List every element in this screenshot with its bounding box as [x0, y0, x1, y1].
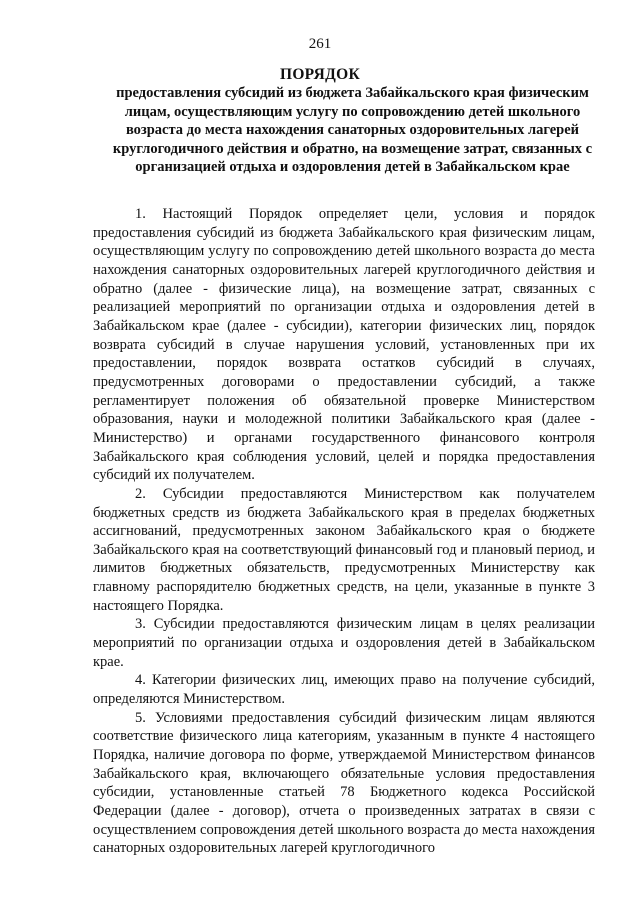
paragraph-4: 4. Категории физических лиц, имеющих право на получение субсидий, определяются Министерством. — [93, 672, 595, 708]
paragraph-2: 2. Субсидии предоставляются Министерством как получателем бюджетных средств из бюджета Забайкальского края в пределах бюджетных ассигнований, предусмотренных законом Забайкальского края о бюджете Забайкальского края на соответствующий финансовый год и плановый период, и лимитов бюджетных обязательств, предусмотренных Министерству как главному распорядителю бюджетных средств, на цели, указанные в пункте 3 настоящего Порядка. — [93, 485, 595, 614]
paragraph-3: 3. Субсидии предоставляются физическим лицам в целях реализации мероприятий по организации отдыха и оздоровления детей в Забайкальском крае. — [93, 616, 595, 670]
document-title: ПОРЯДОК — [279, 66, 361, 83]
document-subtitle: предоставления субсидий из бюджета Забайкальского края физическим лицам, осуществляющим услугу по сопровождению детей школьного возраста до места нахождения санаторных оздоровительных лагерей круглогодичного действия и обратно, на возмещение затрат, связанных с организацией отдыха и оздоровления детей в Забайкальском крае — [112, 85, 593, 176]
paragraph-5: 5. Условиями предоставления субсидий физическим лицам являются соответствие физического лица категориям, указанным в пункте 4 настоящего Порядка, наличие договора по форме, утверждаемой Министерством финансов Забайкальского края, включающего обязательные условия предоставления субсидии, установленные статьей 78 Бюджетного кодекса Российской Федерации (далее - договор), отчета о произведенных затратах в связи с осуществлением сопровождения детей школьного возраста до места нахождения санаторных оздоровительных лагерей круглогодичного — [93, 709, 595, 857]
document-body — [93, 205, 595, 858]
paragraph-1: 1. Настоящий Порядок определяет цели, условия и порядок предоставления субсидий из бюджета Забайкальского края физическим лицам, осуществляющим услугу по сопровождению детей школьного возраста до места нахождения санаторных оздоровительных лагерей круглогодичного действия и обратно (далее - физические лица), на возмещение затрат, связанных с реализацией мероприятий по организации отдыха и оздоровления детей в Забайкальском крае (далее - субсидии), категории физических лиц, порядок возврата субсидий в случае нарушения условий, установленных при их предоставлении, порядок возврата остатков субсидий в случаях, предусмотренных договорами о предоставлении субсидий, а также регламентирует положения об обязательной проверке Министерством образования, науки и молодежной политики Забайкальского края (далее - Министерство) и органами государственного финансового контроля Забайкальского края соблюдения условий, целей и порядка предоставления субсидий их получателем. — [93, 206, 595, 484]
page-number: 261 — [308, 36, 332, 52]
